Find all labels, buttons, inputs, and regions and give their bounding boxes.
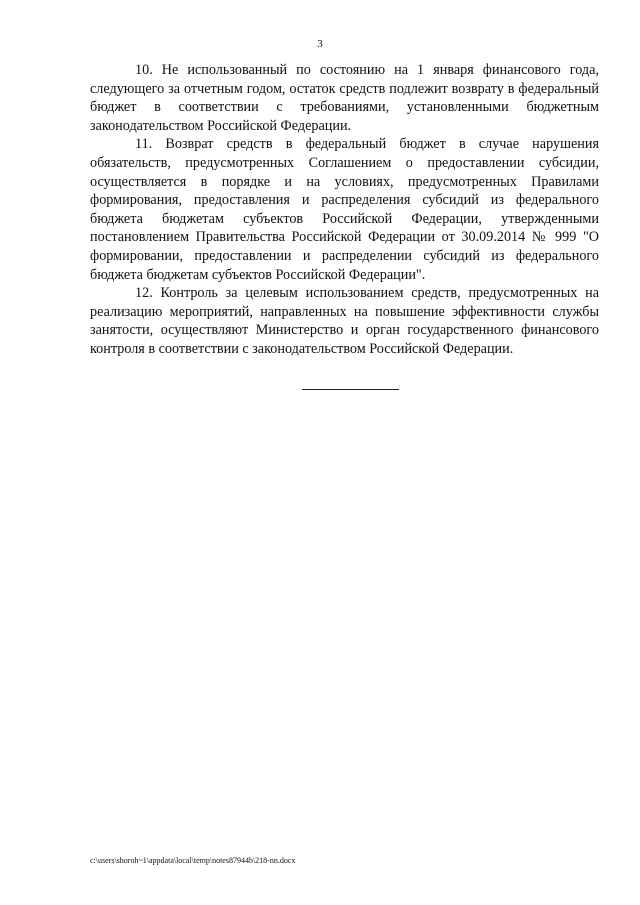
- footer-file-path: c:\users\shoroh~1\appdata\local\temp\notes87944b\218-nn.docx: [90, 856, 296, 865]
- paragraph-12: 12. Контроль за целевым использованием средств, предусмотренных на реализацию мероприятий, направленных на повышение эффективности службы занятости, осуществляют Министерство и орган государственного финансового контроля в соответствии с законодательством Российской Федерации.: [90, 285, 599, 357]
- end-of-document-divider: [302, 389, 399, 390]
- page-number: 3: [317, 38, 323, 50]
- document-body: [90, 61, 599, 359]
- paragraph-11: 11. Возврат средств в федеральный бюджет в случае нарушения обязательств, предусмотренных Соглашением о предоставлении субсидии, осуществляется в порядке и на условиях, предусмотренных Правилами формирования, предоставления и распределения субсидий из федерального бюджета бюджетам субъектов Российской Федерации, утвержденными постановлением Правительства Российской Федерации от 30.09.2014 № 999 "О формировании, предоставлении и распределении субсидий из федерального бюджета бюджетам субъектов Российской Федерации".: [90, 136, 599, 283]
- paragraph-10: 10. Не использованный по состоянию на 1 января финансового года, следующего за отчетным годом, остаток средств подлежит возврату в федеральный бюджет в соответствии с требованиями, установленными бюджетным законодательством Российской Федерации.: [90, 62, 599, 134]
